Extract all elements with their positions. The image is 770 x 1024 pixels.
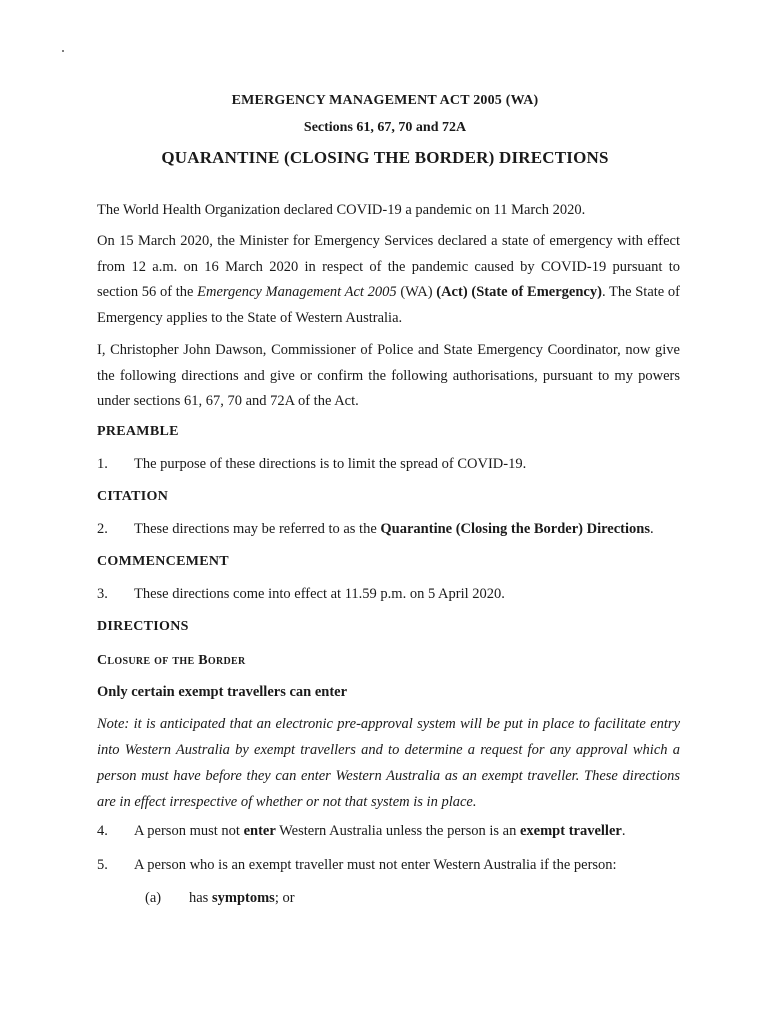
sub-a-text-post: ; or <box>274 890 295 906</box>
sub-item-text <box>189 890 295 907</box>
item-text: The purpose of these directions is to limit the spread of COVID-19. <box>134 456 527 472</box>
item4-bold-exempt-traveller: exempt traveller <box>519 823 622 839</box>
citation-heading: CITATION <box>97 489 169 504</box>
closure-subheading: Closure of the Border <box>97 653 246 668</box>
p2-act-name: Emergency Management Act 2005 <box>197 284 397 300</box>
directions-heading: DIRECTIONS <box>97 619 189 634</box>
p2-act-definition: (Act) <box>436 284 468 300</box>
exempt-travellers-subheading: Only certain exempt travellers can enter <box>97 684 348 700</box>
item4-text-post: . <box>621 823 626 839</box>
citation-short-title: Quarantine (Closing the Border) Directions <box>380 521 650 537</box>
item-number: 3. <box>97 586 108 602</box>
citation-text-pre: These directions may be referred to as the <box>134 521 381 537</box>
document-title: QUARANTINE (CLOSING THE BORDER) DIRECTIONS <box>161 148 609 167</box>
intro-paragraph-1: The World Health Organization declared COVID-19 a pandemic on 11 March 2020. <box>97 202 586 218</box>
sub-a-text-pre: has <box>189 890 212 906</box>
item-number: 2. <box>97 521 108 537</box>
item-text: A person who is an exempt traveller must not enter Western Australia if the person: <box>134 857 617 873</box>
intro-paragraph-2 <box>97 229 680 331</box>
item-number: 5. <box>97 857 108 873</box>
item-text <box>134 823 694 840</box>
item-text: These directions come into effect at 11.59 p.m. on 5 April 2020. <box>134 586 505 602</box>
p2-text-2: (WA) <box>396 284 437 300</box>
scan-speck <box>62 50 64 52</box>
citation-text-post: . <box>649 521 654 537</box>
p2-text-1: On 15 March 2020, the Minister for Emergency Services declared a state of emergency with effect from 12 a.m. on 16 March 2020 in respect of the pandemic caused by COVID-19 pursuant to section 56 of the <box>97 233 680 300</box>
sub-a-bold-symptoms: symptoms <box>211 890 275 906</box>
note-paragraph: Note: it is anticipated that an electronic pre-approval system will be put in place to facilitate entry into Western Australia by exempt travellers and to determine a request for any approval which a person must have before they can enter Western Australia as an exempt traveller. These directions are in effect irrespective of whether or not that system is in place. <box>97 716 680 810</box>
p2-soe-definition: (State of Emergency) <box>471 284 602 300</box>
intro-paragraph-3: I, Christopher John Dawson, Commissioner of Police and State Emergency Coordinator, now give the following directions and give or confirm the following authorisations, pursuant to my powers under sections 61, 67, 70 and 72A of the Act. <box>97 342 680 409</box>
act-title: EMERGENCY MANAGEMENT ACT 2005 (WA) <box>231 93 539 108</box>
item-number: 1. <box>97 456 108 472</box>
sections-subtitle: Sections 61, 67, 70 and 72A <box>303 120 467 135</box>
item-number: 4. <box>97 823 108 839</box>
item4-bold-enter: enter <box>243 823 276 839</box>
preamble-heading: PREAMBLE <box>97 424 179 439</box>
item4-text-pre: A person must not <box>134 823 244 839</box>
item4-text-mid: Western Australia unless the person is an <box>275 823 520 839</box>
sub-item-label: (a) <box>145 890 162 906</box>
commencement-heading: COMMENCEMENT <box>97 554 229 569</box>
p2-text-4: . The State of Emergency applies to the State of Western Australia. <box>97 284 681 326</box>
item-text <box>134 521 694 538</box>
